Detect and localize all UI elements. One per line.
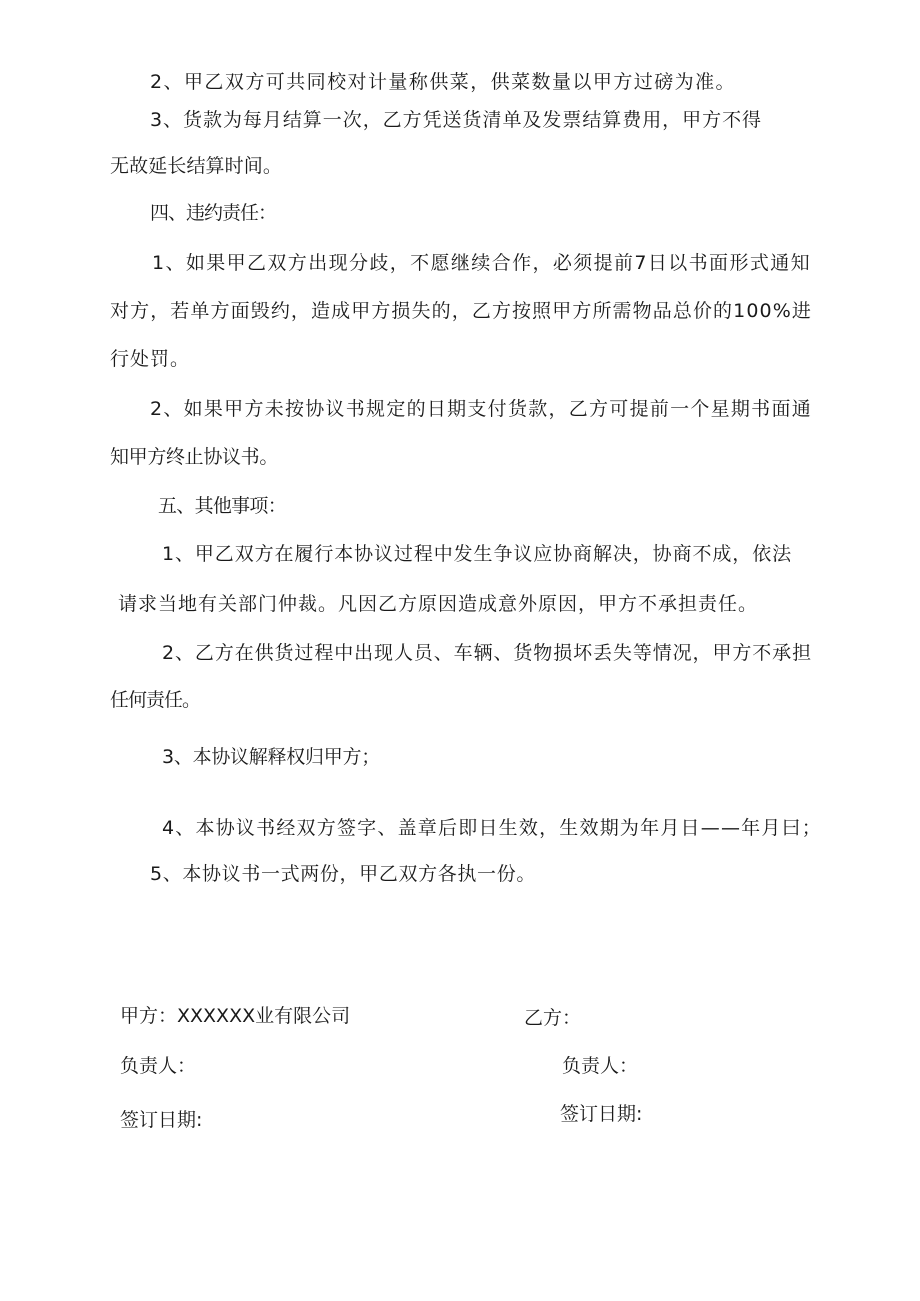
clause-5-4: 4、本协议书经双方签字、盖章后即日生效，生效期为年月日——年月曰；: [162, 817, 822, 839]
date-a-label: 签订日期:: [120, 1109, 203, 1131]
clause-5-5: 5、本协议书一式两份，甲乙双方各执一份。: [150, 863, 536, 885]
responsible-b-label: 负责人：: [562, 1055, 639, 1077]
clause-5-1-line1: 1、甲乙双方在履行本协议过程中发生争议应协商解决，协商不成，依法: [162, 543, 792, 565]
clause-3-3-line2: 无故延长结算时间。: [110, 155, 282, 177]
date-b-label: 签订日期:: [560, 1103, 643, 1125]
party-b-label: 乙方：: [524, 1007, 582, 1029]
clause-5-2-line2: 任何责任。: [110, 689, 200, 711]
clause-4-1-line1: 1、如果甲乙双方出现分歧，不愿继续合作，必须提前7日以书面形式通知: [152, 252, 811, 274]
clause-3-3-line1: 3、货款为每月结算一次，乙方凭送货清单及发票结算费用，甲方不得: [150, 109, 762, 131]
party-a-label: 甲方：XXXXXX业有限公司: [120, 1005, 351, 1027]
responsible-a-label: 负责人：: [120, 1055, 197, 1077]
clause-4-2-line2: 知甲方终止协议书。: [110, 446, 278, 468]
clause-4-1-line2: 对方，若单方面毁约，造成甲方损失的，乙方按照甲方所需物品总价的100%进: [110, 300, 812, 322]
section-heading-4: 四、违约责任：: [150, 202, 276, 224]
clause-5-3: 3、本协议解释权归甲方；: [162, 746, 380, 768]
clause-3-2: 2、甲乙双方可共同校对计量称供菜，供菜数量以甲方过磅为准。: [150, 71, 736, 93]
clause-5-1-line2: 请求当地有关部门仲裁。凡因乙方原因造成意外原因，甲方不承担责任。: [118, 593, 758, 615]
clause-4-1-line3: 行处罚。: [110, 348, 190, 370]
clause-4-2-line1: 2、如果甲方未按协议书规定的日期支付货款，乙方可提前一个星期书面通: [150, 398, 812, 420]
section-heading-5: 五、其他事项：: [158, 495, 286, 517]
clause-5-2-line1: 2、乙方在供货过程中出现人员、车辆、货物损坏丢失等情况，甲方不承担: [162, 642, 812, 664]
